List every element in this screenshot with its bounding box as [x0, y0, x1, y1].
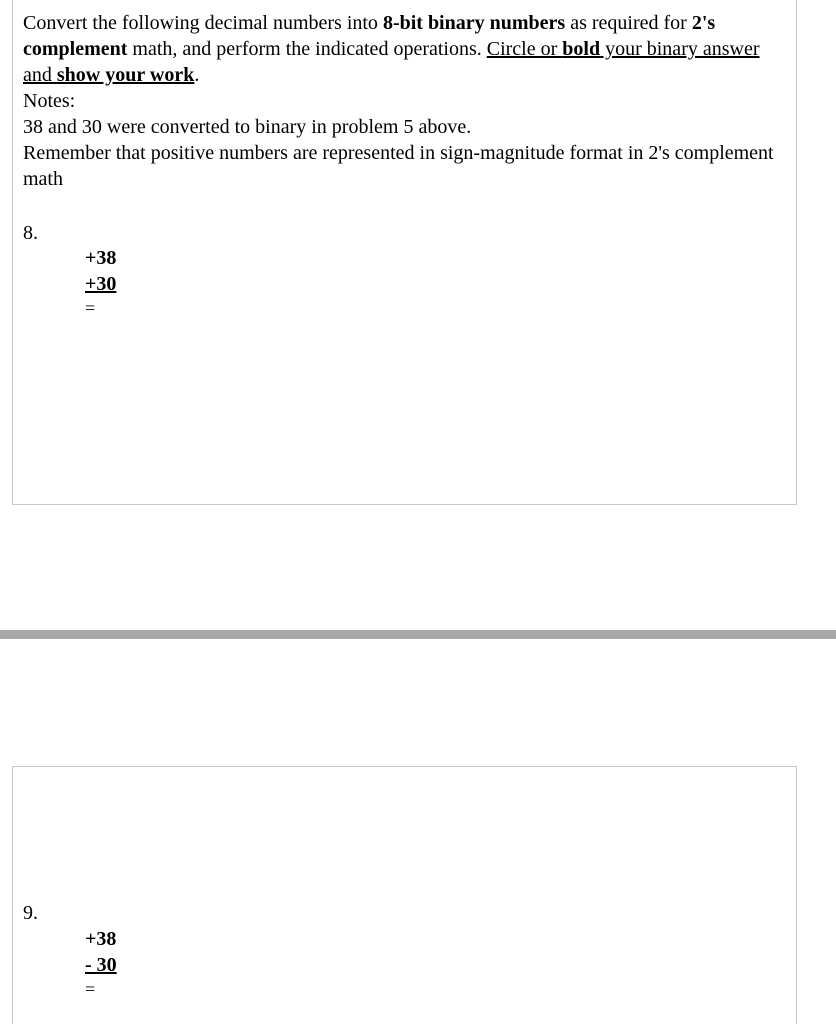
problem-8-operand-2: +30: [85, 273, 117, 295]
problem-9-operand-1: +38: [85, 928, 117, 950]
instructions-text-1: Convert the following decimal numbers into: [23, 12, 383, 34]
problem-8-operand-1: +38: [85, 247, 117, 269]
instructions-underline-show-work: show your work: [56, 64, 195, 86]
question-box-9: [12, 766, 797, 1024]
instructions-underline-1: Circle or: [486, 38, 563, 60]
problem-9-operand-2: - 30: [85, 954, 117, 976]
instructions-text-2: as required for: [565, 12, 692, 34]
instructions: [23, 10, 793, 192]
problem-8-number: 8.: [23, 222, 38, 244]
instructions-bold-8bit: 8-bit binary numbers: [382, 12, 566, 34]
notes-label: Notes:: [23, 90, 76, 112]
problem-9-number: 9.: [23, 902, 38, 924]
note-2: Remember that positive numbers are represented in sign-magnitude format in 2's complement math: [23, 142, 774, 190]
note-1: 38 and 30 were converted to binary in problem 5 above.: [23, 116, 472, 138]
problem-8-equals: =: [85, 298, 96, 318]
instructions-bold-2s-complement: 2's complement: [23, 12, 716, 60]
problem-8-operands: [85, 245, 116, 319]
instructions-underline-bold: bold: [562, 38, 601, 60]
question-box-8: [12, 0, 797, 505]
section-divider: [0, 630, 836, 639]
problem-9-equals: =: [85, 979, 96, 999]
instructions-text-3: math, and perform the indicated operations.: [127, 38, 487, 60]
instructions-underline-2: your binary answer and: [23, 38, 760, 86]
problem-9-operands: [85, 926, 117, 1000]
instructions-period: .: [194, 64, 200, 86]
